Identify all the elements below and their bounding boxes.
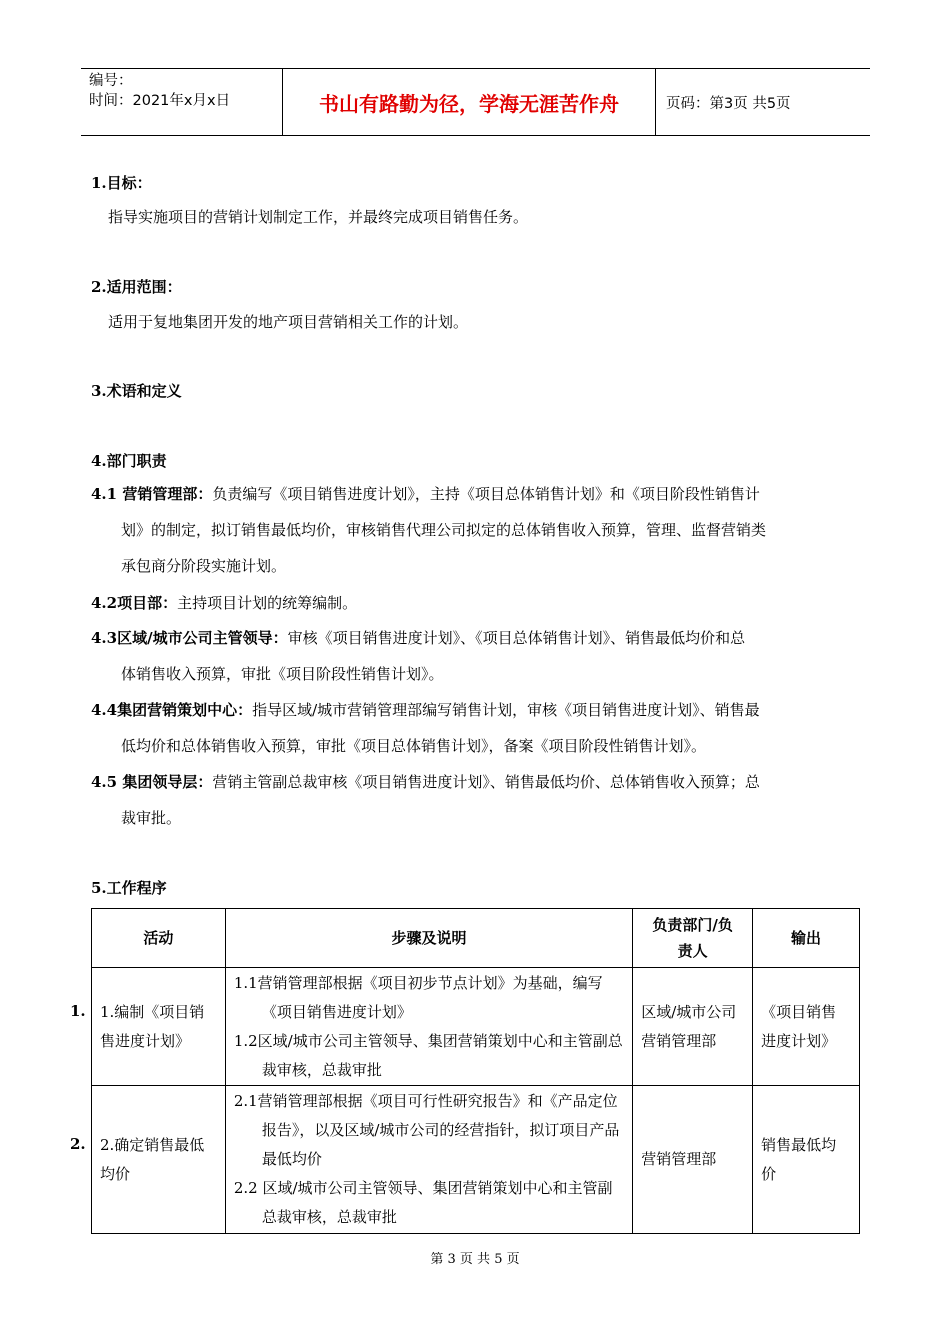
duty-text: 负责编写《项目销售进度计划》，主持《项目总体销售计划》和《项目阶段性销售计 bbox=[212, 485, 760, 503]
duty-label: 4.5 集团领导层： bbox=[91, 773, 213, 791]
page-header bbox=[81, 68, 870, 136]
table-header-row bbox=[92, 909, 860, 968]
duty-label: 4.4集团营销策划中心： bbox=[91, 701, 253, 719]
col-header-dept: 负责部门/负责人 bbox=[633, 909, 753, 968]
duty-text-cont: 划》的制定，拟订销售最低均价，审核销售代理公司拟定的总体销售收入预算，管理、监督营销类 bbox=[121, 521, 767, 539]
section-2-text: 适用于复地集团开发的地产项目营销相关工作的计划。 bbox=[108, 313, 469, 331]
step-text: 2.1营销管理部根据《项目可行性研究报告》和《产品定位报告》，以及区域/城市公司的经营指针，拟订项目产品最低均价 bbox=[233, 1092, 620, 1168]
header-motto: 书山有路勤为径，学海无涯苦作舟 bbox=[283, 69, 656, 135]
col-header-output: 输出 bbox=[753, 909, 860, 968]
doc-time-label: 时间：2021年x月x日 bbox=[89, 93, 231, 109]
duty-text-cont: 体销售收入预算，审批《项目阶段性销售计划》。 bbox=[121, 665, 444, 683]
cell-dept: 营销管理部 bbox=[633, 1086, 753, 1234]
cell-steps bbox=[225, 968, 632, 1086]
cell-steps bbox=[225, 1086, 632, 1234]
duty-label: 4.3区域/城市公司主管领导： bbox=[91, 629, 288, 647]
cell-dept: 区域/城市公司营销管理部 bbox=[633, 968, 753, 1086]
duty-label: 4.2项目部： bbox=[91, 594, 178, 612]
duty-text: 指导区域/城市营销管理部编写销售计划，审核《项目销售进度计划》、销售最 bbox=[252, 701, 760, 719]
duty-item bbox=[91, 585, 856, 621]
duty-item bbox=[91, 764, 856, 836]
section-5-title: 5.工作程序 bbox=[91, 879, 167, 897]
section-3-title: 3.术语和定义 bbox=[91, 382, 182, 400]
cell-output: 销售最低均价 bbox=[753, 1086, 860, 1234]
header-meta bbox=[81, 69, 283, 135]
procedure-table bbox=[91, 908, 860, 1234]
duty-item bbox=[91, 620, 856, 692]
col-header-steps: 步骤及说明 bbox=[225, 909, 632, 968]
col-header-activity: 活动 bbox=[92, 909, 226, 968]
table-row bbox=[92, 1086, 860, 1234]
header-page-label: 页码：第3页 共5页 bbox=[666, 95, 791, 112]
duty-text-cont: 裁审批。 bbox=[121, 809, 182, 827]
section-2-title: 2.适用范围： bbox=[91, 278, 182, 296]
duty-text-cont: 低均价和总体销售收入预算，审批《项目总体销售计划》，备案《项目阶段性销售计划》。 bbox=[121, 737, 707, 755]
row-number: 2. bbox=[70, 1135, 86, 1153]
duty-text: 主持项目计划的统筹编制。 bbox=[177, 594, 358, 612]
row-number: 1. bbox=[70, 1002, 86, 1020]
duty-text-cont: 承包商分阶段实施计划。 bbox=[121, 557, 287, 575]
duty-text: 审核《项目销售进度计划》、《项目总体销售计划》、销售最低均价和总 bbox=[287, 629, 746, 647]
cell-activity: 2.确定销售最低均价 bbox=[92, 1086, 226, 1234]
step-text: 1.2区域/城市公司主管领导、集团营销策划中心和主管副总裁审核，总裁审批 bbox=[233, 1031, 623, 1079]
page-footer: 第 3 页 共 5 页 bbox=[430, 1252, 520, 1267]
duty-item bbox=[91, 692, 856, 764]
table-row bbox=[92, 968, 860, 1086]
cell-output: 《项目销售进度计划》 bbox=[753, 968, 860, 1086]
duty-text: 营销主管副总裁审核《项目销售进度计划》、销售最低均价、总体销售收入预算；总 bbox=[212, 773, 760, 791]
duty-item bbox=[91, 476, 856, 584]
doc-number-label: 编号： bbox=[89, 73, 133, 89]
step-text: 1.1营销管理部根据《项目初步节点计划》为基础，编写《项目销售进度计划》 bbox=[233, 973, 603, 1021]
step-text: 2.2 区域/城市公司主管领导、集团营销策划中心和主管副总裁审核，总裁审批 bbox=[233, 1179, 613, 1226]
cell-activity: 1.编制《项目销售进度计划》 bbox=[92, 968, 226, 1086]
section-1-text: 指导实施项目的营销计划制定工作，并最终完成项目销售任务。 bbox=[108, 208, 529, 226]
section-1-title: 1.目标： bbox=[91, 174, 152, 192]
duty-label: 4.1 营销管理部： bbox=[91, 485, 213, 503]
section-4-title: 4.部门职责 bbox=[91, 452, 167, 470]
